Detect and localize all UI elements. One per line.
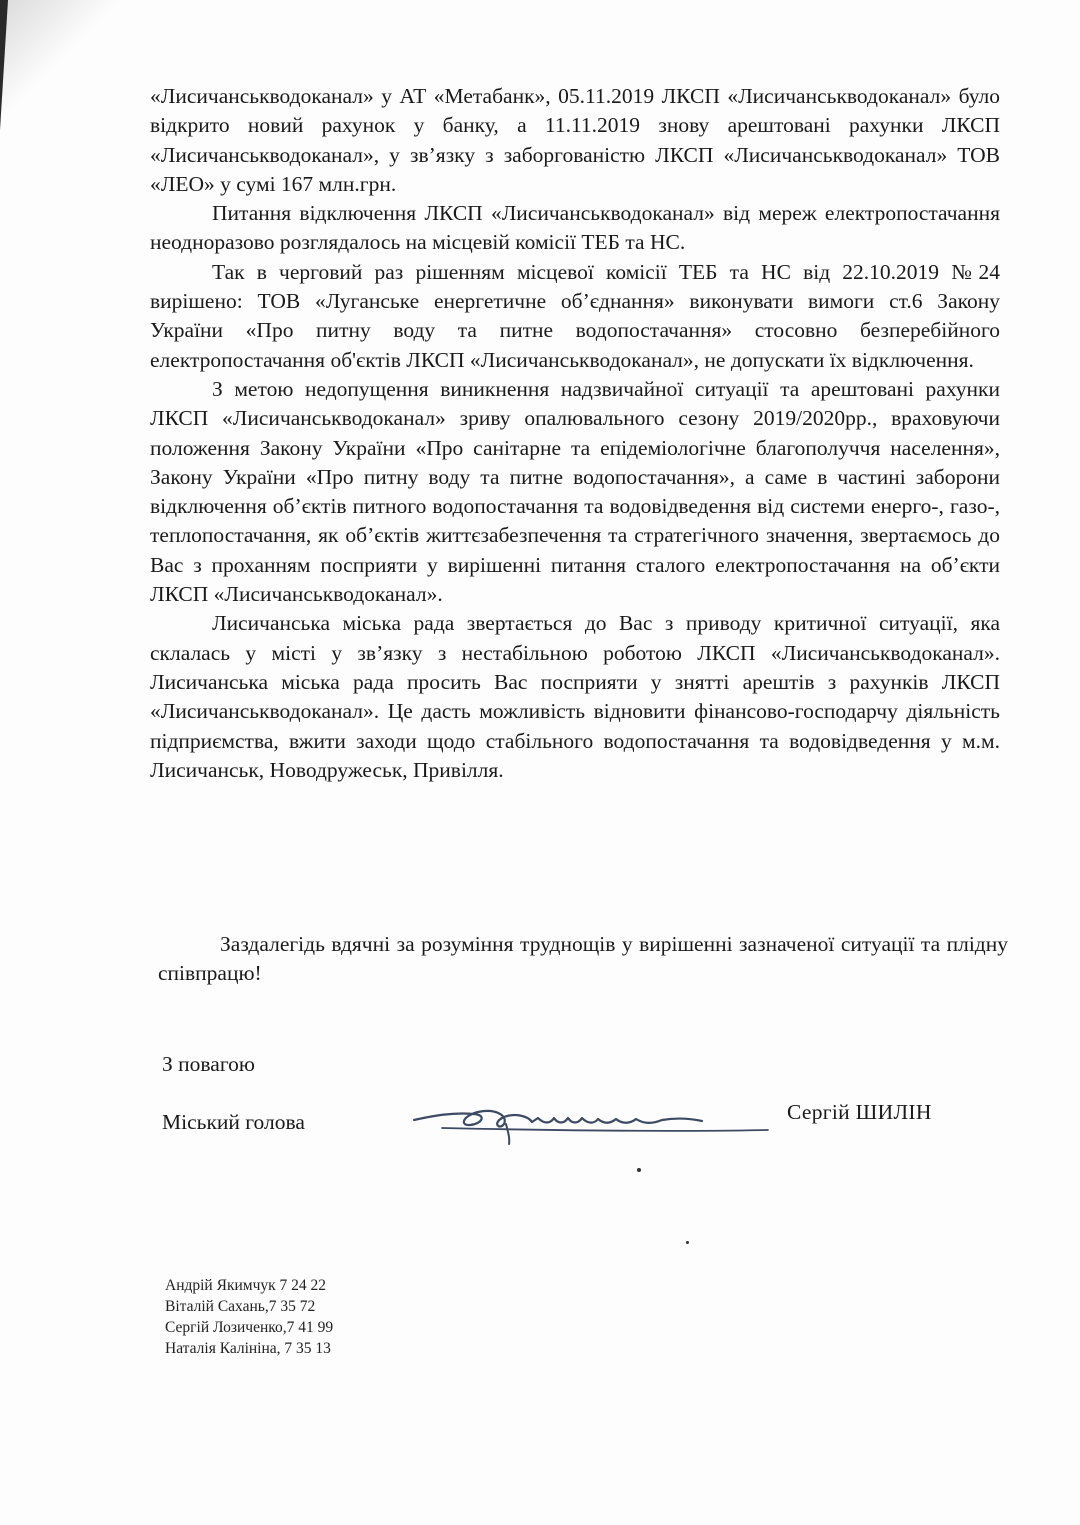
paragraph-bank-accounts: «Лисичанськводоканал» у АТ «Метабанк», 05.11.2019 ЛКСП «Лисичанськводоканал» було відкрито новий рахунок у банку, а 11.11.2019 знову арештовані рахунки ЛКСП «Лисичанськводоканал», у зв’язку з заборгованістю ЛКСП «Лисичанськводоканал» ТОВ «ЛЕО» у сумі 167 млн.грн. bbox=[150, 84, 1000, 196]
signatory-name: Сергій ШИЛІН bbox=[787, 1100, 932, 1124]
paragraph-disconnection: Питання відключення ЛКСП «Лисичанськводоканал» від мереж електропостачання неодноразово розглядалось на місцевій комісії ТЕБ та НС. bbox=[150, 201, 1000, 255]
contact-item: Андрій Якимчук 7 24 22 bbox=[165, 1277, 327, 1294]
letter-body bbox=[150, 82, 1000, 785]
closing-paragraph: Заздалегідь вдячні за розуміння труднощів у вирішенні зазначеної ситуації та плідну співпрацю! bbox=[158, 932, 1008, 986]
scan-speck bbox=[637, 1168, 641, 1172]
contact-list bbox=[165, 1275, 333, 1359]
paragraph-city-council: Лисичанська міська рада звертається до Вас з приводу критичної ситуації, яка склалась у місті у зв’язку з нестабільною роботою ЛКСП «Лисичанськводоканал». Лисичанська міська рада просить Вас посприяти у знятті арештів з рахунків ЛКСП «Лисичанськводоканал». Це дасть можливість відновити фінансово-господарчу діяльність підприємства, вжити заходи щодо стабільного водопостачання та водовідведення у м.м. Лисичанськ, Новодружеськ, Привілля. bbox=[150, 611, 1000, 782]
contact-item: Сергій Лозиченко,7 41 99 bbox=[165, 1319, 334, 1336]
paragraph-commission-decision: Так в черговий раз рішенням місцевої комісії ТЕБ та НС від 22.10.2019 №24 вирішено: ТОВ «Луганське енергетичне об’єднання» виконувати вимоги ст.6 Закону України «Про питну воду та питне водопостачання» стосовно безперебійного електропостачання об'єктів ЛКСП «Лисичанськводоканал», не допускати їх відключення. bbox=[150, 259, 1000, 372]
scan-edge-mark bbox=[0, 0, 8, 130]
regards-line: З повагою bbox=[162, 1052, 255, 1076]
scan-shadow bbox=[0, 0, 140, 130]
contact-item: Наталія Калініна, 7 35 13 bbox=[165, 1340, 331, 1357]
scan-speck bbox=[686, 1241, 689, 1244]
paragraph-request: З метою недопущення виникнення надзвичайної ситуації та арештовані рахунки ЛКСП «Лисичанськводоканал» зриву опалювального сезону 2019/2020рр., враховуючи положення Закону України «Про санітарне та епідеміологічне благополуччя населення», Закону України «Про питну воду та питне водопостачання», а саме в частині заборони відключення об’єктів питного водопостачання та водовідведення від системи енерго-, газо-, теплопостачання, як об’єктів життєзабезпечення та стратегічного значення, звертаємось до Вас з проханням посприяти у вирішенні питання сталого електропостачання на об’єкти ЛКСП «Лисичанськводоканал». bbox=[150, 376, 1000, 607]
handwritten-signature bbox=[412, 1094, 772, 1146]
signature-block bbox=[162, 1098, 982, 1158]
signatory-title: Міський голова bbox=[162, 1110, 305, 1134]
contact-item: Віталій Сахань,7 35 72 bbox=[165, 1298, 316, 1315]
